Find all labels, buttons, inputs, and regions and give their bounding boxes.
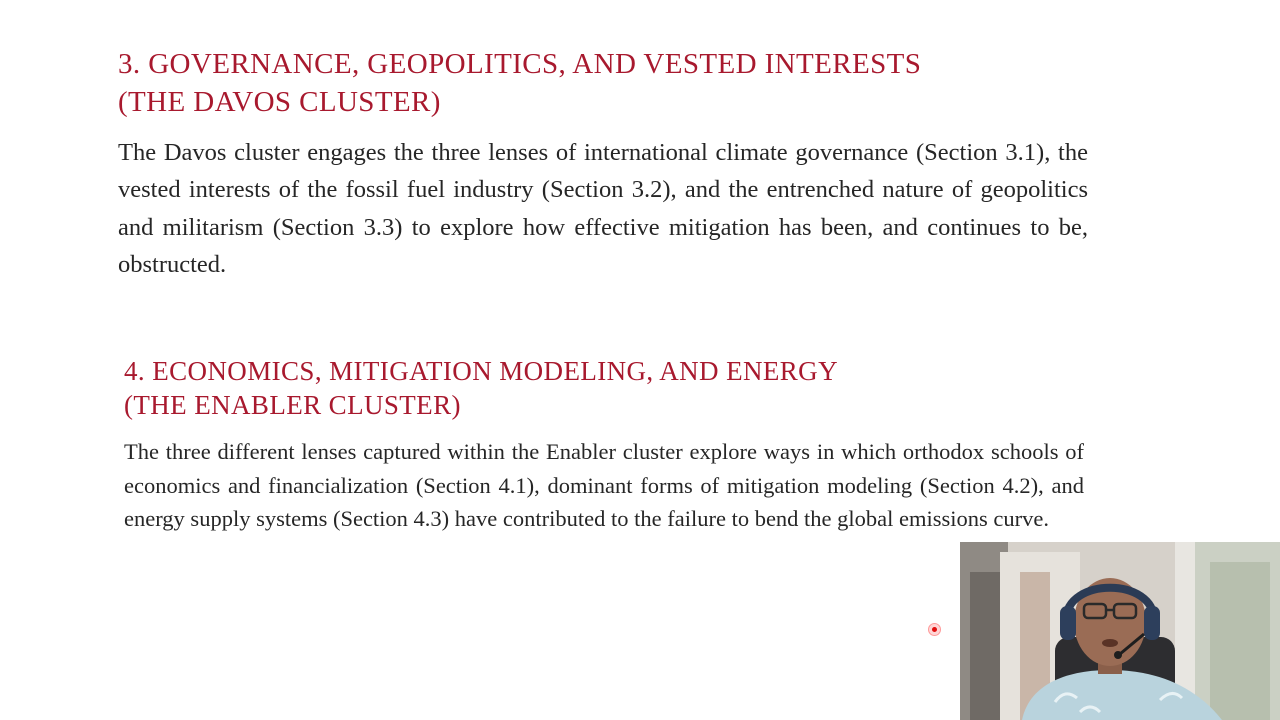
laser-pointer-icon xyxy=(928,623,941,636)
section-3-heading xyxy=(118,45,921,121)
presenter-video-frame xyxy=(960,542,1280,720)
section-4-paragraph: The three different lenses captured within the Enabler cluster explore ways in which orthodox schools of economics and financialization (Section 4.1), dominant forms of mitigation modeling (Section 4.2), and energy supply systems (Section 4.3) have contributed to the failure to bend the global emissions curve. xyxy=(124,439,1084,531)
section-4-heading-line-1: 4. ECONOMICS, MITIGATION MODELING, AND ENERGY xyxy=(124,356,838,386)
section-4-heading-line-2: (THE ENABLER CLUSTER) xyxy=(124,390,461,420)
webcam-video-overlay xyxy=(960,542,1280,720)
section-3-heading-line-1: 3. GOVERNANCE, GEOPOLITICS, AND VESTED INTERESTS xyxy=(118,48,922,80)
section-3-paragraph: The Davos cluster engages the three lenses of international climate governance (Section 3.1), the vested interests of the fossil fuel industry (Section 3.2), and the entrenched nature of geopolitics and militarism (Section 3.3) to explore how effective mitigation has been, and continues to be, obstructed. xyxy=(118,139,1088,278)
section-4-heading xyxy=(124,354,838,422)
section-3-heading-line-2: (THE DAVOS CLUSTER) xyxy=(118,86,441,118)
